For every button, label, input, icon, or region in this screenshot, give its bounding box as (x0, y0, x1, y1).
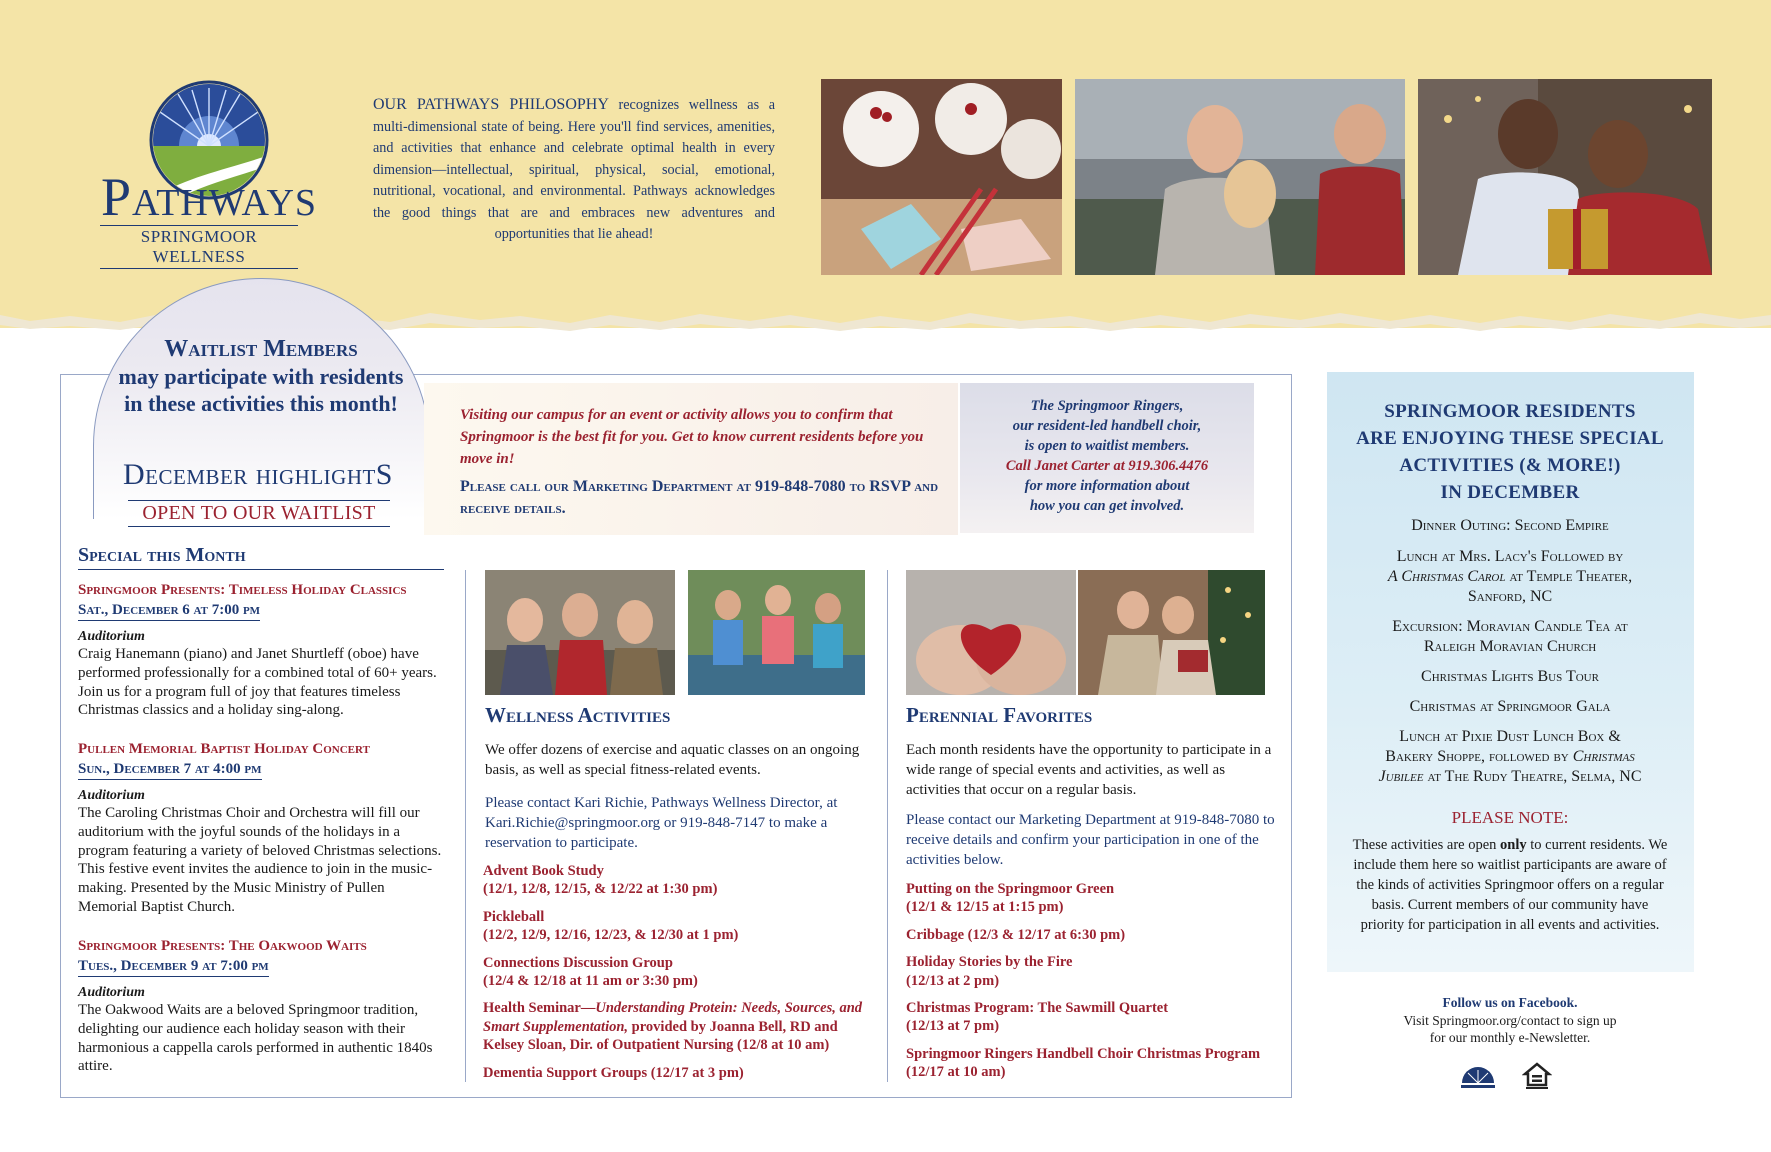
logo-wordmark: Pathways (100, 167, 318, 227)
column-divider (887, 570, 888, 1082)
event-title: Springmoor Presents: The Oakwood Waits (78, 938, 367, 954)
visiting-call: Please call our Marketing Department at 919-848-7080 to RSVP and receive details. (460, 478, 939, 517)
visiting-text: Visiting our campus for an event or activity allows you to confirm that Springmoor is the best fit for you. Get to know current residents before you move in! (460, 407, 924, 467)
list-item: Dementia Support Groups (12/17 at 3 pm) (483, 1064, 744, 1081)
philosophy-lead: OUR PATHWAYS PHILOSOPHY (373, 96, 609, 113)
perennial-text: Each month residents have the opportunity to participate in a wide range of special events and activities, as well as activities that occur on a regular basis. (906, 742, 1272, 798)
ringers-line4: Call Janet Carter at 919.306.4476 (1005, 458, 1209, 474)
philosophy-text (373, 94, 775, 246)
couple-with-dog-photo (1075, 79, 1405, 275)
ringers-line5: for more information about (1024, 478, 1190, 494)
philosophy-body: recognizes wellness as a multi-dimensional state of being. Here you'll find services, amenities, and activities that enhance and celebrate optimal health in every dimension—intellectual, spiritual, physical, social, emotional, nutritional, vocational, and environmental. Pathways acknowledges the good things that are and embraces new adventures and opportunities that lie ahead! (373, 97, 775, 242)
newsletter-line: Visit Springmoor.org/contact to sign up (1403, 1012, 1617, 1028)
perennial-contact: Please contact our Marketing Department at 919-848-7080 to receive details and confirm your participation in one of the activities below. (906, 812, 1275, 868)
list-item: Springmoor Ringers Handbell Choir Christmas Program (12/17 at 10 am) (906, 1045, 1261, 1081)
event-description: The Oakwood Waits are a beloved Springmoor tradition, delighting our audience each holiday season with their harmonious a cappella carols performed in authentic 1840s attire. (78, 1002, 433, 1075)
wellness-text: We offer dozens of exercise and aquatic classes on an ongoing basis, as well as special fitness-related events. (485, 742, 860, 778)
list-item: Cribbage (12/3 & 12/17 at 6:30 pm) (906, 926, 1126, 943)
senior-living-logo-icon (1458, 1061, 1498, 1091)
equal-housing-icon (1522, 1061, 1552, 1091)
event-3 (78, 938, 444, 1076)
list-item: Health Seminar—Understanding Protein: Needs, Sources, and Smart Supplementation, provided by Joanna Bell, RD and Kelsey Sloan, Dir. of Outpatient Nursing (12/8 at 10 am) (483, 1000, 863, 1054)
event-title: Pullen Memorial Baptist Holiday Concert (78, 741, 370, 757)
event-1 (78, 582, 444, 720)
perennial-list (906, 880, 1286, 1082)
resident-activity: Excursion: Moravian Candle Tea at Raleigh Moravian Church (1392, 618, 1628, 655)
please-note-heading: PLEASE NOTE: (1451, 808, 1569, 827)
ringers-line3: is open to waitlist members. (1024, 438, 1190, 454)
event-location: Auditorium (78, 629, 145, 644)
couple-reading-photo (1078, 570, 1265, 695)
laughing-seniors-photo (485, 570, 675, 695)
knitted-heart-photo (906, 570, 1076, 695)
footer-follow (1360, 994, 1660, 1047)
logo-subtitle: SPRINGMOOR WELLNESS (100, 225, 298, 269)
waitlist-line2: may participate with residents in these activities this month! (118, 364, 404, 416)
waitlist-line1: Waitlist Members (164, 336, 358, 362)
list-item: Putting on the Springmoor Green (12/1 & 12/15 at 1:15 pm) (906, 881, 1115, 916)
list-item: Pickleball (12/2, 12/9, 12/16, 12/23, & 12/30 at 1 pm) (483, 908, 739, 944)
wellness-list (483, 862, 867, 1082)
waitlist-heading (110, 336, 412, 417)
resident-activity: Lunch at Pixie Dust Lunch Box & Bakery Shoppe, followed by Christmas Jubilee at The Rudy Theatre, Selma, NC (1378, 728, 1642, 785)
resident-activity: Lunch at Mrs. Lacy's Followed by A Christmas Carol at Temple Theater, Sanford, NC (1387, 548, 1633, 605)
event-date: Sun., December 7 at 4:00 pm (78, 761, 262, 780)
residents-title: SPRINGMOOR RESIDENTS ARE ENJOYING THESE SPECIAL ACTIVITIES (& MORE!) IN DECEMBER (1356, 401, 1664, 503)
wellness-heading: Wellness Activities (485, 703, 671, 727)
event-description: The Caroling Christmas Choir and Orchestra will fill our auditorium with the joyful sounds of the holidays in a program featuring a variety of beloved Christmas selections. This festive event invites the audience to join in the music-making. Presented by the Music Ministry of Pullen Memorial Baptist Church. (78, 805, 442, 915)
column-divider (465, 570, 466, 1082)
event-title: Springmoor Presents: Timeless Holiday Classics (78, 582, 407, 598)
holiday-cupcakes-photo (821, 79, 1062, 275)
pickleball-players-photo (688, 570, 865, 695)
event-location: Auditorium (78, 985, 145, 1000)
list-item: Christmas Program: The Sawmill Quartet (12/13 at 7 pm) (906, 1000, 1169, 1035)
ringers-line2: our resident-led handbell choir, (1012, 418, 1202, 434)
resident-activity: Christmas at Springmoor Gala (1409, 698, 1611, 715)
list-item: Advent Book Study (12/1, 12/8, 12/15, & 12/22 at 1:30 pm) (483, 863, 718, 898)
wellness-contact: Please contact Kari Richie, Pathways Wellness Director, at Kari.Richie@springmoor.org or 919-848-7147 to make a reservation to participate. (485, 795, 838, 851)
event-date: Sat., December 6 at 7:00 pm (78, 602, 260, 621)
list-item: Holiday Stories by the Fire (12/13 at 2 pm) (906, 954, 1073, 989)
list-item: Connections Discussion Group (12/4 & 12/18 at 11 am or 3:30 pm) (483, 954, 698, 990)
december-highlights-title: December highlightS (123, 458, 393, 491)
special-this-month-heading: Special this Month (78, 544, 444, 570)
resident-activity: Christmas Lights Bus Tour (1421, 668, 1599, 685)
event-location: Auditorium (78, 788, 145, 803)
event-2 (78, 741, 444, 917)
perennial-heading: Perennial Favorites (906, 703, 1093, 727)
facebook-link[interactable]: Follow us on Facebook. (1442, 995, 1578, 1010)
ringers-line6: how you can get involved. (1029, 498, 1185, 514)
ringers-text (972, 396, 1242, 516)
ringers-line1: The Springmoor Ringers, (1030, 398, 1184, 414)
couple-with-gift-photo (1418, 79, 1712, 275)
newsletter-line: for our monthly e-Newsletter. (1429, 1030, 1591, 1045)
resident-activity: Dinner Outing: Second Empire (1411, 517, 1609, 534)
event-date: Tues., December 9 at 7:00 pm (78, 958, 269, 977)
open-to-waitlist-subtitle: OPEN TO OUR WAITLIST (128, 500, 390, 527)
event-description: Craig Hanemann (piano) and Janet Shurtleff (oboe) have performed professionally for a combined total of 60+ years. Join us for a program full of joy that features timeless Christmas classics and a holiday sing-along. (78, 646, 437, 719)
please-note-text: These activities are open only to current residents. We include them here so waitlist participants are aware of the kinds of activities Springmoor offers on a regular basis. Current members of our community have priority for participation in all events and activities. (1352, 837, 1668, 933)
